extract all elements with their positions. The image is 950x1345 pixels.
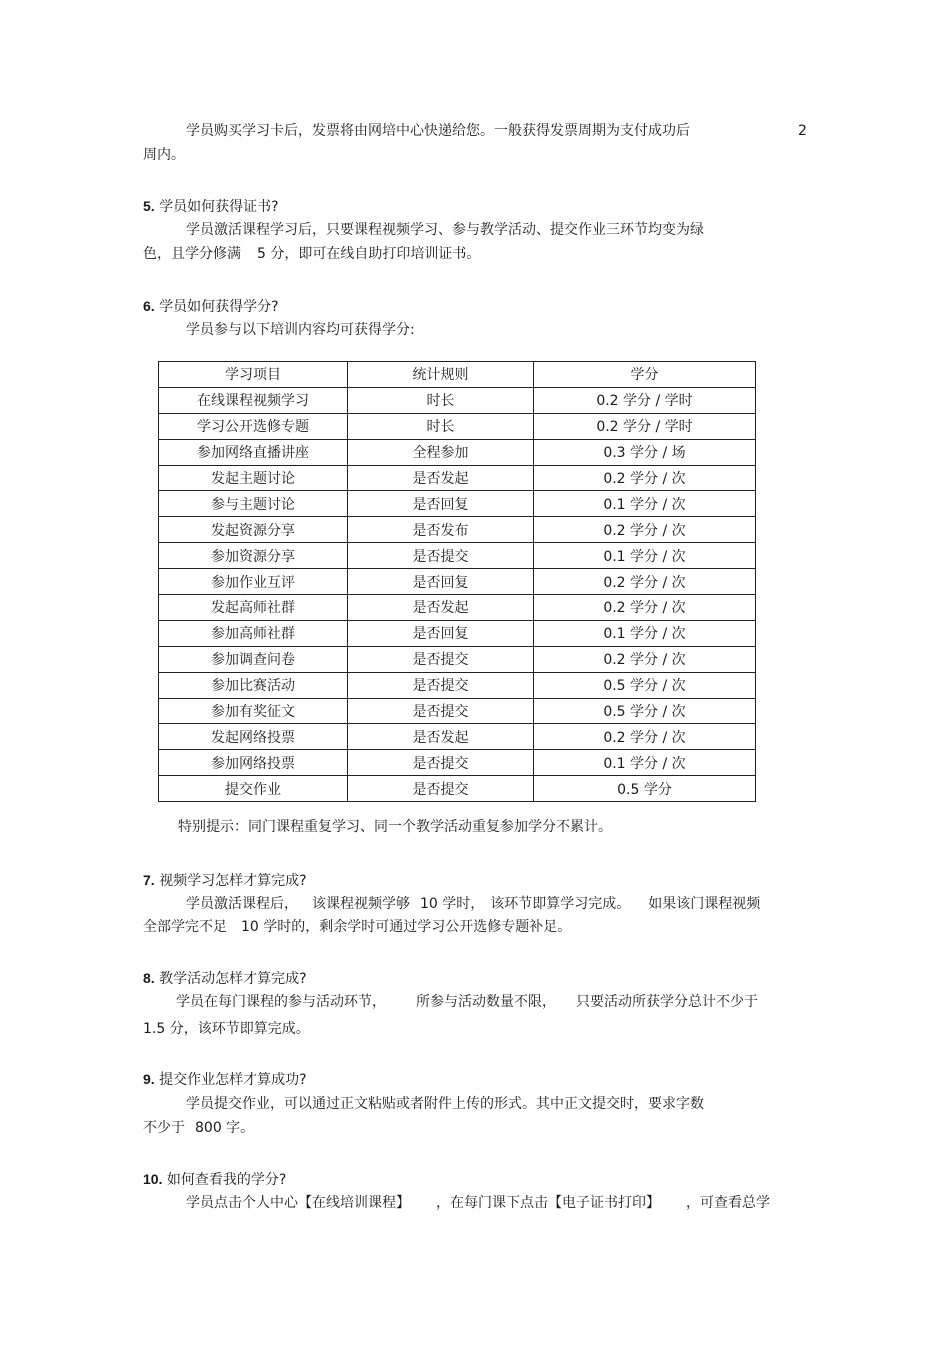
cell-credit: 0.2 学分 / 学时	[534, 413, 756, 439]
q5-heading	[143, 196, 279, 217]
q7-line-2b: 10 学时的，剩余学时可通过学习公开选修专题补足。	[241, 919, 572, 935]
q10-line-1b: ，在每门课下点击【电子证书打印】	[436, 1195, 660, 1211]
cell-item: 发起高师社群	[159, 595, 348, 621]
q9-heading	[143, 1069, 307, 1090]
q7-number: 7.	[143, 872, 155, 888]
q5-title: 学员如何获得证书?	[159, 199, 279, 215]
cell-credit: 0.5 学分 / 次	[534, 698, 756, 724]
cell-item: 参加比赛活动	[159, 672, 348, 698]
cell-item: 在线课程视频学习	[159, 387, 348, 413]
cell-item: 发起网络投票	[159, 724, 348, 750]
table-header-row	[159, 362, 756, 388]
q5-line-2	[143, 244, 480, 264]
cell-rule: 全程参加	[348, 439, 534, 465]
cell-credit: 0.5 学分	[534, 776, 756, 802]
q5-number: 5.	[143, 198, 155, 214]
table-row	[159, 413, 756, 439]
q7-line-2a: 全部学完不足	[143, 919, 227, 935]
q5-line-2a: 色，且学分修满	[143, 246, 241, 262]
cell-item: 发起资源分享	[159, 517, 348, 543]
q10-line-1c: ，可查看总学	[686, 1195, 770, 1211]
table-row	[159, 750, 756, 776]
q9-number: 9.	[143, 1071, 155, 1087]
table-row	[159, 595, 756, 621]
q5-line-2b: 5 分，即可在线自助打印培训证书。	[257, 246, 481, 262]
cell-credit: 0.5 学分 / 次	[534, 672, 756, 698]
q7-line-1b: 该课程视频学够	[312, 896, 410, 912]
cell-rule: 是否提交	[348, 646, 534, 672]
intro-line-1: 学员购买学习卡后，发票将由网培中心快递给您。一般获得发票周期为支付成功后	[186, 123, 690, 139]
table-header-item: 学习项目	[159, 362, 348, 388]
q6-heading	[143, 296, 279, 317]
q8-number: 8.	[143, 970, 155, 986]
q7-line-2	[143, 917, 571, 937]
cell-rule: 是否提交	[348, 698, 534, 724]
cell-credit: 0.2 学分 / 次	[534, 724, 756, 750]
q6-line-1: 学员参与以下培训内容均可获得学分:	[186, 322, 415, 338]
cell-item: 参与主题讨论	[159, 491, 348, 517]
cell-rule: 是否回复	[348, 620, 534, 646]
cell-rule: 是否回复	[348, 569, 534, 595]
cell-credit: 0.3 学分 / 场	[534, 439, 756, 465]
cell-rule: 是否发布	[348, 517, 534, 543]
table-row	[159, 724, 756, 750]
q8-title: 教学活动怎样才算完成?	[159, 971, 307, 987]
q10-line-1a: 学员点击个人中心【在线培训课程】	[186, 1195, 410, 1211]
cell-credit: 0.1 学分 / 次	[534, 620, 756, 646]
table-row	[159, 776, 756, 802]
cell-rule: 是否发起	[348, 465, 534, 491]
q5-line-1: 学员激活课程学习后，只要课程视频学习、参与教学活动、提交作业三环节均变为绿	[186, 222, 704, 238]
cell-rule: 是否回复	[348, 491, 534, 517]
q10-line-1	[186, 1193, 770, 1213]
q8-line-1a: 学员在每门课程的参与活动环节，	[176, 994, 386, 1010]
cell-rule: 时长	[348, 413, 534, 439]
table-row	[159, 620, 756, 646]
cell-item: 参加网络投票	[159, 750, 348, 776]
intro-line-2: 周内。	[143, 147, 185, 163]
q8-line-1b: 所参与活动数量不限，	[416, 994, 556, 1010]
q8-line-2: 1.5 分，该环节即算完成。	[143, 1021, 310, 1037]
cell-item: 提交作业	[159, 776, 348, 802]
cell-item: 参加调查问卷	[159, 646, 348, 672]
table-row	[159, 439, 756, 465]
q9-line-1: 学员提交作业，可以通过正文粘贴或者附件上传的形式。其中正文提交时，要求字数	[186, 1096, 704, 1112]
q7-line-1c: 10 学时，	[420, 896, 485, 912]
cell-rule: 是否提交	[348, 543, 534, 569]
cell-item: 学习公开选修专题	[159, 413, 348, 439]
table-row	[159, 672, 756, 698]
q6-title: 学员如何获得学分?	[159, 299, 279, 315]
cell-item: 发起主题讨论	[159, 465, 348, 491]
table-row	[159, 646, 756, 672]
q9-line-2	[143, 1118, 254, 1138]
cell-rule: 是否提交	[348, 672, 534, 698]
q7-heading	[143, 870, 307, 891]
cell-credit: 0.1 学分 / 次	[534, 491, 756, 517]
cell-rule: 是否发起	[348, 724, 534, 750]
q6-note: 特别提示：同门课程重复学习、同一个教学活动重复参加学分不累计。	[178, 819, 612, 835]
cell-credit: 0.2 学分 / 次	[534, 517, 756, 543]
cell-credit: 0.2 学分 / 学时	[534, 387, 756, 413]
table-row	[159, 698, 756, 724]
q7-title: 视频学习怎样才算完成?	[159, 873, 307, 889]
table-row	[159, 517, 756, 543]
q7-line-1d: 该环节即算学习完成。	[490, 896, 631, 912]
table-row	[159, 387, 756, 413]
cell-credit: 0.2 学分 / 次	[534, 595, 756, 621]
cell-rule: 时长	[348, 387, 534, 413]
q10-number: 10.	[143, 1171, 163, 1187]
cell-item: 参加网络直播讲座	[159, 439, 348, 465]
q7-line-1a: 学员激活课程后，	[186, 896, 298, 912]
cell-credit: 0.2 学分 / 次	[534, 646, 756, 672]
table-row	[159, 569, 756, 595]
q8-line-1c: 只要活动所获学分总计不少于	[576, 994, 758, 1010]
cell-item: 参加高师社群	[159, 620, 348, 646]
cell-rule: 是否提交	[348, 776, 534, 802]
q7-line-1	[186, 894, 760, 914]
table-row	[159, 465, 756, 491]
cell-credit: 0.1 学分 / 次	[534, 543, 756, 569]
cell-credit: 0.2 学分 / 次	[534, 569, 756, 595]
cell-item: 参加作业互评	[159, 569, 348, 595]
cell-rule: 是否提交	[348, 750, 534, 776]
q9-title: 提交作业怎样才算成功?	[159, 1072, 307, 1088]
q6-number: 6.	[143, 298, 155, 314]
table-header-rule: 统计规则	[348, 362, 534, 388]
q10-title: 如何查看我的学分?	[166, 1172, 287, 1188]
table-row	[159, 491, 756, 517]
cell-item: 参加资源分享	[159, 543, 348, 569]
credit-table	[158, 361, 756, 802]
q10-heading	[143, 1169, 286, 1190]
q8-heading	[143, 968, 307, 989]
table-header-credit: 学分	[534, 362, 756, 388]
cell-item: 参加有奖征文	[159, 698, 348, 724]
cell-rule: 是否发起	[348, 595, 534, 621]
table-row	[159, 543, 756, 569]
cell-credit: 0.2 学分 / 次	[534, 465, 756, 491]
q9-line-2a: 不少于	[143, 1120, 185, 1136]
q9-line-2b: 800 字。	[195, 1120, 255, 1136]
intro-line-1-number: 2	[798, 123, 807, 139]
q8-line-1	[176, 992, 758, 1012]
q7-line-1e: 如果该门课程视频	[648, 896, 761, 912]
cell-credit: 0.1 学分 / 次	[534, 750, 756, 776]
